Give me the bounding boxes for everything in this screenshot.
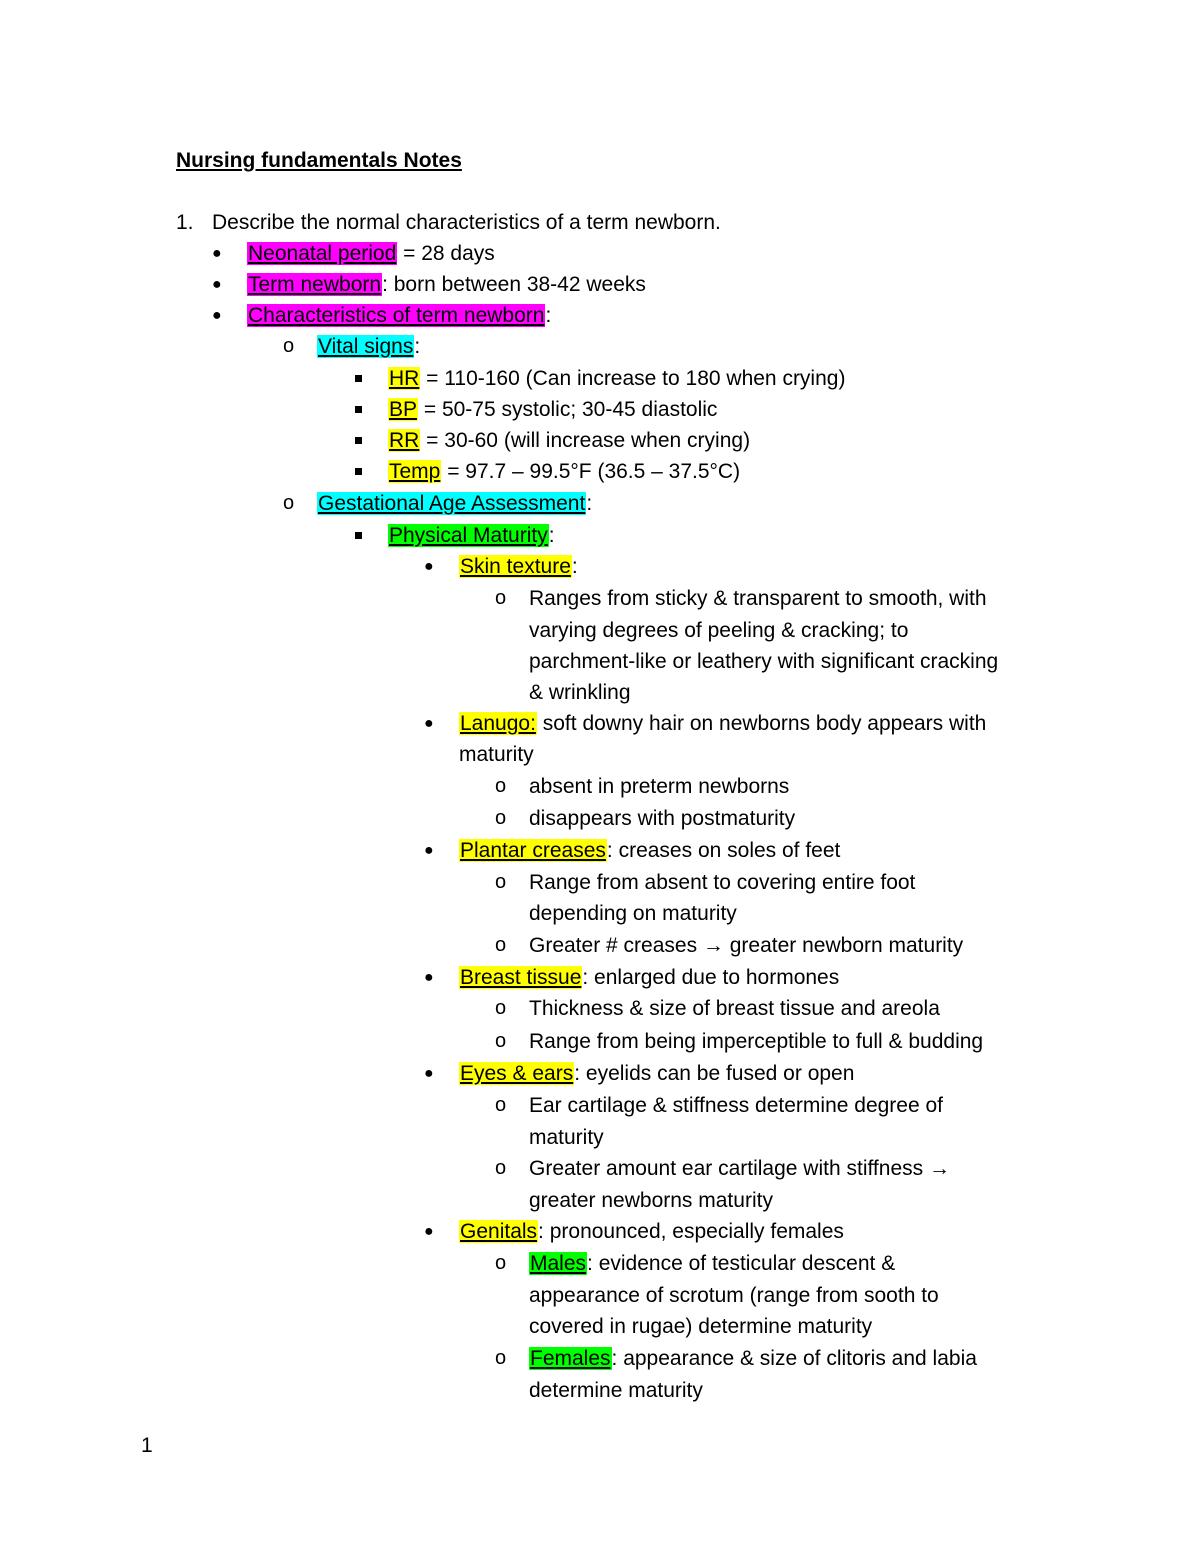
bullet-circle-icon: o (495, 871, 507, 893)
line-text: depending on maturity (529, 902, 737, 925)
line-text: varying degrees of peeling & cracking; to (529, 619, 909, 642)
line-text: soft downy hair on newborns body appears with (536, 712, 987, 735)
line-text: absent in preterm newborns (529, 775, 790, 798)
highlight-term: Neonatal period (248, 242, 397, 265)
line-text: : (586, 492, 593, 515)
bullet-circle-icon: o (495, 1094, 507, 1116)
highlight-term: Lanugo: (460, 712, 536, 735)
line-text: appearance of scrotum (range from sooth to (529, 1284, 939, 1307)
bullet-disc-icon: ● (424, 1065, 434, 1082)
line-text: : evidence of testicular descent & (587, 1252, 896, 1275)
highlight-term: Temp (389, 460, 441, 483)
highlight-term: Males (530, 1252, 587, 1275)
line-text: : enlarged due to hormones (582, 966, 840, 989)
line-text: Ranges from sticky & transparent to smooth, with (529, 587, 987, 610)
bullet-circle-icon: o (495, 807, 507, 829)
bullet-disc-icon: ● (424, 715, 434, 732)
line-text: greater newborns maturity (529, 1189, 773, 1212)
highlight-term: Eyes & ears (460, 1062, 574, 1085)
highlight-term: Breast tissue (460, 966, 582, 989)
line-text: : (548, 524, 555, 547)
bullet-circle-icon: o (495, 587, 507, 609)
highlight-term: Plantar creases (460, 839, 606, 862)
bullet-circle-icon: o (495, 1252, 507, 1274)
line-text: : born between 38-42 weeks (382, 273, 646, 296)
highlight-term: BP (389, 398, 418, 421)
bullet-square-icon (355, 425, 362, 456)
line-text: parchment-like or leathery with significant cracking (529, 650, 999, 673)
highlight-term: Characteristics of term newborn (248, 304, 545, 327)
bullet-square-icon (355, 456, 362, 487)
bullet-disc-icon: ● (212, 307, 222, 324)
bullet-disc-icon: ● (212, 276, 222, 293)
line-text: Ear cartilage & stiffness determine degree of (529, 1094, 944, 1117)
page-number: 1 (141, 1434, 153, 1457)
line-text: : creases on soles of feet (606, 839, 841, 862)
bullet-circle-icon: o (495, 1347, 507, 1369)
line-text: = 30-60 (will increase when crying) (420, 429, 751, 452)
line-text: Thickness & size of breast tissue and areola (529, 997, 940, 1020)
highlight-term: Physical Maturity (389, 524, 548, 547)
bullet-disc-icon: ● (212, 245, 222, 262)
highlight-term: Term newborn (248, 273, 382, 296)
line-text: Range from absent to covering entire foot (529, 871, 916, 894)
line-text: = 28 days (397, 242, 495, 265)
highlight-term: Genitals (460, 1220, 538, 1243)
highlight-term: Females (530, 1347, 611, 1370)
document-title: Nursing fundamentals Notes (176, 149, 462, 172)
line-text: Greater amount ear cartilage with stiffness → (529, 1157, 950, 1180)
line-text: Greater # creases → greater newborn maturity (529, 934, 964, 957)
line-text: = 50-75 systolic; 30-45 diastolic (418, 398, 718, 421)
bullet-disc-icon: ● (424, 842, 434, 859)
line-text: Range from being imperceptible to full & budding (529, 1030, 984, 1053)
line-text: : eyelids can be fused or open (574, 1062, 855, 1085)
highlight-term: Vital signs (318, 335, 414, 358)
bullet-disc-icon: ● (424, 1223, 434, 1240)
line-text: : appearance & size of clitoris and labia (611, 1347, 977, 1370)
question-text: Describe the normal characteristics of a term newborn. (212, 211, 721, 234)
bullet-circle-icon: o (495, 775, 507, 797)
line-text: disappears with postmaturity (529, 807, 796, 830)
bullet-disc-icon: ● (424, 558, 434, 575)
bullet-square-icon (355, 520, 362, 551)
line-text: : (545, 304, 552, 327)
bullet-circle-icon: o (495, 997, 507, 1019)
line-text: maturity (529, 1126, 604, 1149)
line-text: : (571, 555, 578, 578)
line-text: = 97.7 – 99.5°F (36.5 – 37.5°C) (441, 460, 741, 483)
bullet-circle-icon: o (495, 1157, 507, 1179)
bullet-circle-icon: o (495, 1030, 507, 1052)
bullet-disc-icon: ● (424, 969, 434, 986)
line-text: maturity (459, 743, 534, 766)
highlight-term: RR (389, 429, 420, 452)
bullet-circle-icon: o (283, 335, 295, 357)
line-text: : pronounced, especially females (538, 1220, 844, 1243)
bullet-square-icon (355, 394, 362, 425)
line-text: covered in rugae) determine maturity (529, 1315, 873, 1338)
bullet-square-icon (355, 363, 362, 394)
line-text: : (414, 335, 421, 358)
highlight-term: Skin texture (460, 555, 571, 578)
bullet-circle-icon: o (283, 492, 295, 514)
highlight-term: Gestational Age Assessment (318, 492, 586, 515)
line-text: = 110-160 (Can increase to 180 when crying) (420, 367, 846, 390)
bullet-circle-icon: o (495, 934, 507, 956)
highlight-term: HR (389, 367, 420, 390)
list-number: 1. (176, 211, 194, 234)
line-text: determine maturity (529, 1379, 703, 1402)
line-text: & wrinkling (529, 681, 631, 704)
